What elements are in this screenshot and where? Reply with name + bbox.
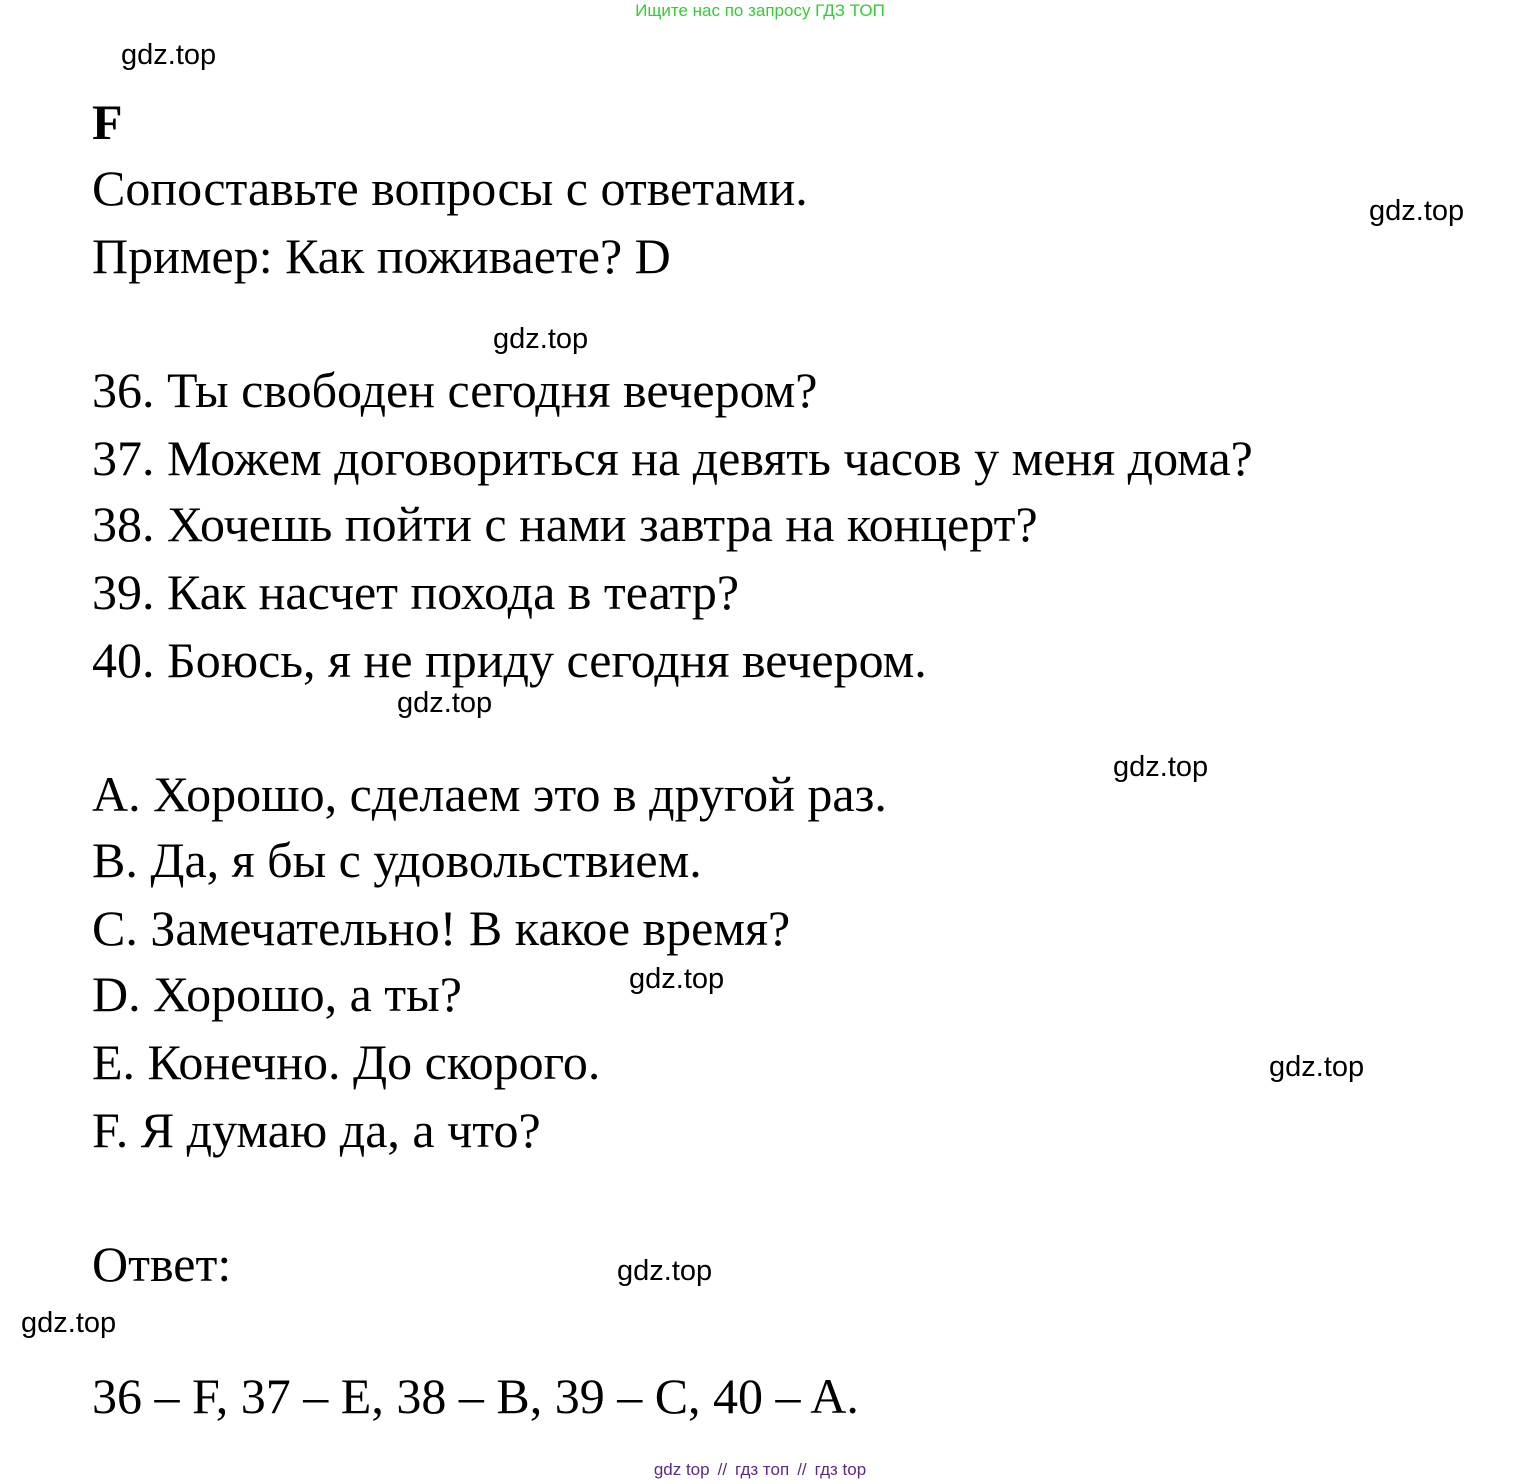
watermark: gdz.top [1269,1051,1365,1083]
top-banner: Ищите нас по запросу ГДЗ ТОП [635,1,885,20]
question-40: 40. Боюсь, я не приду сегодня вечером. [92,632,927,688]
question-37: 37. Можем договориться на девять часов у меня дома? [92,430,1253,486]
watermark: gdz.top [1369,195,1465,227]
answer-option-d: D. Хорошо, а ты? [92,966,462,1022]
question-39: 39. Как насчет похода в театр? [92,564,740,620]
example: Пример: Как поживаете? D [92,228,671,284]
answer-label: Ответ: [92,1236,232,1292]
question-36: 36. Ты свободен сегодня вечером? [92,362,818,418]
footer-separator: // [797,1460,807,1479]
question-38: 38. Хочешь пойти с нами завтра на концерт? [92,496,1038,552]
watermark: gdz.top [397,687,493,719]
answer-option-f: F. Я думаю да, а что? [92,1102,541,1158]
watermark: gdz.top [629,963,725,995]
instruction: Сопоставьте вопросы с ответами. [92,160,808,216]
watermark: gdz.top [493,323,589,355]
section-letter: F [92,94,123,150]
footer-item: гдз топ [735,1460,790,1479]
watermark: gdz.top [1113,751,1209,783]
footer [0,1460,1520,1480]
answer-option-e: E. Конечно. До скорого. [92,1034,601,1090]
footer-separator: // [717,1460,728,1479]
footer-item: гдз top [814,1460,867,1479]
answer-text: 36 – F, 37 – E, 38 – B, 39 – C, 40 – A. [92,1368,859,1424]
watermark: gdz.top [617,1255,713,1287]
answer-option-a: A. Хорошо, сделаем это в другой раз. [92,766,887,822]
watermark: gdz.top [21,1307,117,1339]
answer-option-c: C. Замечательно! В какое время? [92,900,791,956]
watermark: gdz.top [121,39,217,71]
answer-option-b: B. Да, я бы с удовольствием. [92,832,702,888]
footer-item: gdz top [653,1460,710,1479]
